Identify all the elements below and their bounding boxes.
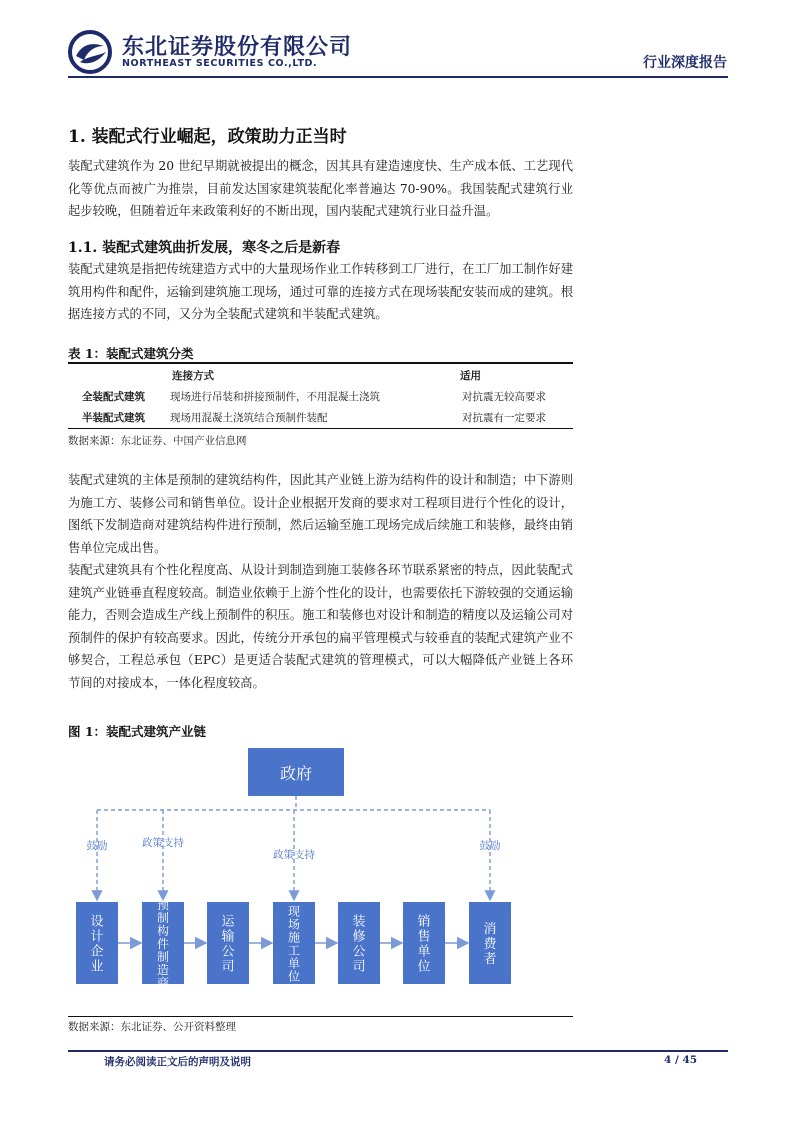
table-cell-applicable: 对抗震无较高要求 <box>462 391 546 403</box>
chain-node-label: 预 <box>156 898 170 912</box>
chain-node-label: 构 <box>156 924 170 938</box>
table-cell-type: 全装配式建筑 <box>82 391 145 403</box>
edge-label: 鼓励 <box>479 840 501 852</box>
classification-table <box>68 364 573 427</box>
chain-node-label: 计 <box>90 929 104 945</box>
chain-node-label: 制 <box>156 950 170 964</box>
chain-node-label: 企 <box>90 944 104 960</box>
chain-node-label: 费 <box>483 937 497 952</box>
company-logo-icon <box>68 30 112 74</box>
chain-node-label: 司 <box>352 959 366 975</box>
figure-1-source: 数据来源：东北证券、公开资料整理 <box>68 1021 236 1033</box>
chain-node-label: 消 <box>483 922 497 937</box>
table-cell-connection: 现场进行吊装和拼接预制件，不用混凝土浇筑 <box>170 391 380 403</box>
table-row <box>68 406 573 427</box>
chain-node-label: 单 <box>417 944 431 960</box>
chain-node-label: 位 <box>287 969 301 984</box>
chain-node-label: 施 <box>287 930 301 945</box>
chain-node-label: 商 <box>156 976 170 990</box>
company-name-cn: 东北证券股份有限公司 <box>122 35 353 60</box>
chain-node-label: 者 <box>483 952 497 967</box>
footer-disclaimer: 请务必阅读正文后的声明及说明 <box>104 1056 251 1068</box>
table-cell-applicable: 对抗震有一定要求 <box>462 412 546 424</box>
company-name-en: NORTHEAST SECURITIES CO.,LTD. <box>122 58 318 69</box>
chain-node-label: 现 <box>287 904 301 919</box>
body-text-1: 装配式建筑的主体是预制的建筑结构件，因此其产业链上游为结构件的设计和制造；中下游则为施工方、装修公司和销售单位。设计企业根据开发商的要求对工程项目进行个性化的设计，图纸下发制造商对建筑结构件进行预制，然后运输至施工现场完成后续施工和装修，最终由销售单位完成出售。 <box>68 473 573 555</box>
chain-node-label: 运 <box>221 914 235 930</box>
chain-node-label: 输 <box>221 929 235 945</box>
body-text-2: 装配式建筑具有个性化程度高、从设计到制造到施工装修各环节联系紧密的特点，因此装配式建筑产业链垂直程度较高。制造业依赖于上游个性化的设计，也需要依托下游较强的交通运输能力，否则会造成生产线上预制件的积压。施工和装修也对设计和制造的精度以及运输公司对预制件的保护有较高要求。因此，传统分开承包的扁平管理模式与较垂直的装配式建筑产业不够契合，工程总承包（EPC）是更适合装配式建筑的管理模式，可以大幅降低产业链上各环节间的对接成本，一体化程度较高。 <box>68 563 573 690</box>
footer-divider <box>68 1050 728 1052</box>
chain-node-label: 件 <box>156 937 170 951</box>
section-1-paragraph <box>68 155 573 223</box>
table-cell-connection: 现场用混凝土浇筑结合预制件装配 <box>170 412 328 424</box>
chain-node-label: 制 <box>156 911 170 925</box>
page-number: 4 / 45 <box>664 1054 698 1066</box>
table-bottom-rule <box>68 428 573 429</box>
chain-node-label: 设 <box>90 914 104 930</box>
report-type-label: 行业深度报告 <box>643 55 727 71</box>
figure-1-title: 图 1：装配式建筑产业链 <box>68 724 207 739</box>
edge-label: 鼓励 <box>86 840 108 852</box>
edge-label: 政策支持 <box>142 837 184 849</box>
chain-node-label: 销 <box>417 914 431 930</box>
chain-node-label: 单 <box>287 956 301 971</box>
section-1-title: 1. 装配式行业崛起，政策助力正当时 <box>68 127 347 147</box>
table-cell-type: 半装配式建筑 <box>82 412 145 424</box>
chain-node-label: 售 <box>417 929 431 945</box>
figure-bottom-rule <box>68 1016 573 1017</box>
chain-node-label: 公 <box>352 944 366 960</box>
section-1-1-text: 装配式建筑是指把传统建造方式中的大量现场作业工作转移到工厂进行，在工厂加工制作好建筑用构件和配件，运输到建筑施工现场，通过可靠的连接方式在现场装配安装而成的建筑。根据连接方式的不同，又分为全装配式建筑和半装配式建筑。 <box>68 262 573 322</box>
table-1-title: 表 1：装配式建筑分类 <box>68 346 194 361</box>
table-row <box>68 385 573 406</box>
chain-node-label: 业 <box>90 959 104 975</box>
chain-node-label: 位 <box>417 959 431 975</box>
section-1-1-paragraph <box>68 258 573 326</box>
chain-node-label: 造 <box>156 963 170 977</box>
edge-label: 政策支持 <box>273 849 315 861</box>
chain-node-label: 场 <box>287 917 301 932</box>
industry-chain-diagram <box>68 742 573 1014</box>
chain-node-label: 公 <box>221 944 235 960</box>
table-1-source: 数据来源：东北证券、中国产业信息网 <box>68 435 247 447</box>
section-1-text: 装配式建筑作为 20 世纪早期就被提出的概念，因其具有建造速度快、生产成本低、工艺现代化等优点而被广为推崇，目前发达国家建筑装配化率普遍达 70-90%。我国装配式建筑行业起步较晚，但随着近年来政策利好的不断出现，国内装配式建筑行业日益升温。 <box>68 159 573 219</box>
table-header-row <box>68 364 573 385</box>
table-header-applicable: 适用 <box>460 370 481 382</box>
header-divider <box>68 76 728 78</box>
chain-node-label: 司 <box>221 959 235 975</box>
chain-node-label: 工 <box>287 943 301 958</box>
section-1-1-title: 1.1. 装配式建筑曲折发展，寒冬之后是新春 <box>68 240 341 256</box>
chain-node-label: 装 <box>352 914 366 930</box>
government-label: 政府 <box>279 764 313 783</box>
body-paragraph-1 <box>68 469 573 559</box>
table-header-connection: 连接方式 <box>172 370 214 382</box>
body-paragraph-2 <box>68 559 573 695</box>
chain-node-label: 修 <box>352 929 366 945</box>
